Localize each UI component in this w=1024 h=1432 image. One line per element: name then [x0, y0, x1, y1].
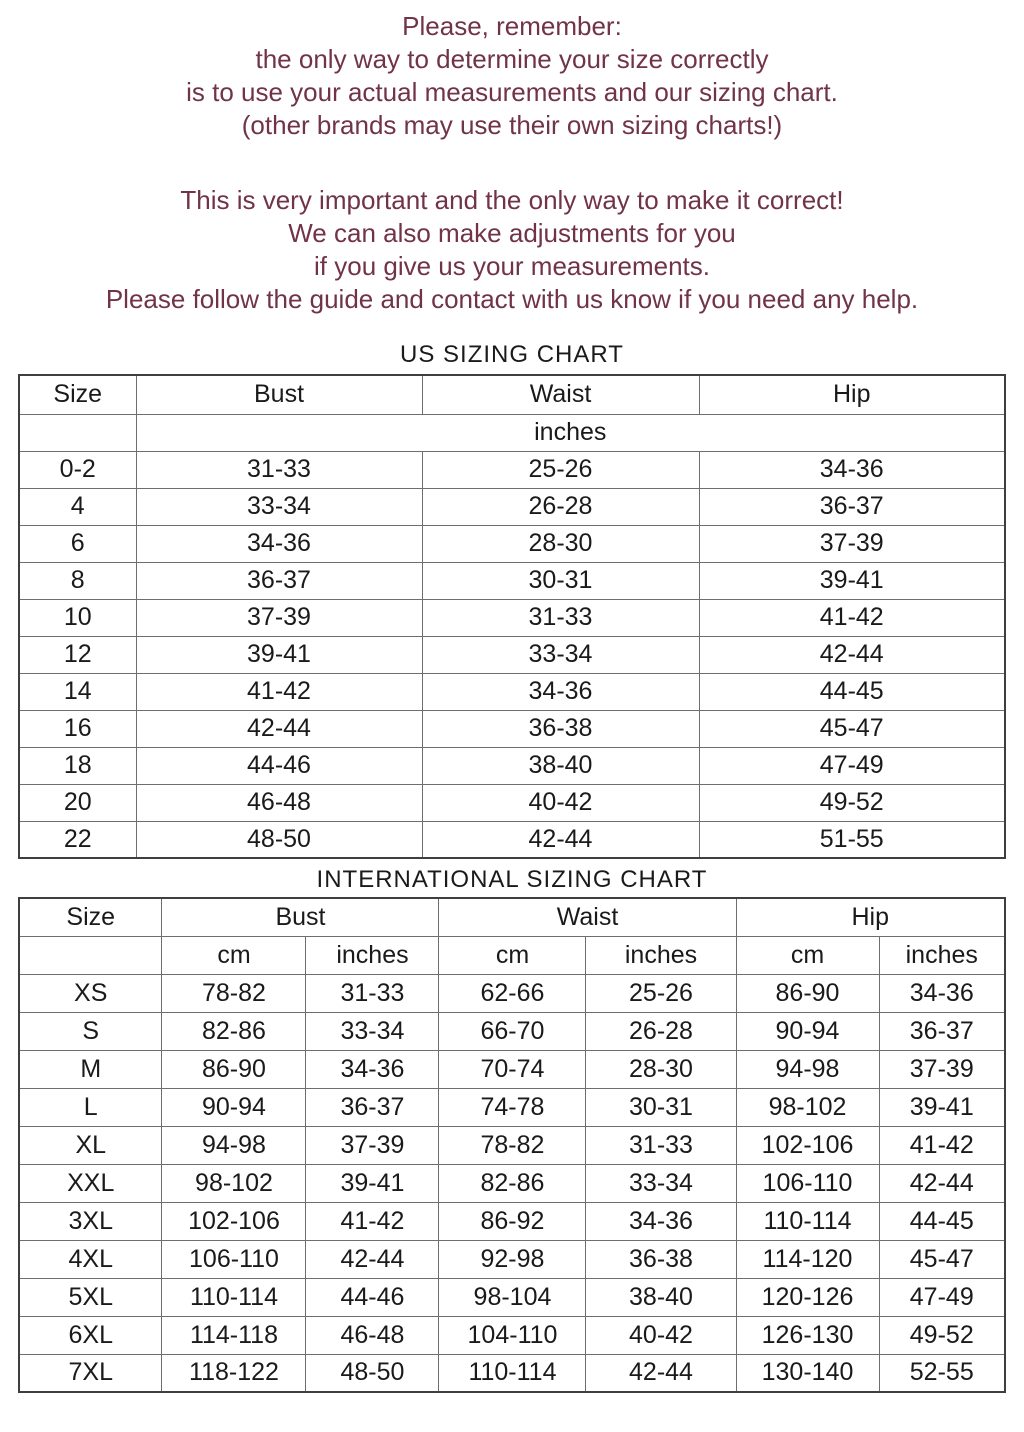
size-cell: 4XL — [19, 1240, 162, 1278]
measurement-cell: 36-37 — [879, 1012, 1005, 1050]
measurement-cell: 36-38 — [586, 1240, 736, 1278]
measurement-cell: 34-36 — [306, 1050, 439, 1088]
table-row — [19, 821, 1005, 858]
measurement-cell: 102-106 — [736, 1126, 879, 1164]
measurement-cell: 26-28 — [422, 488, 699, 525]
column-header-size: Size — [19, 898, 162, 936]
measurement-cell: 41-42 — [879, 1126, 1005, 1164]
measurement-cell: 41-42 — [136, 673, 422, 710]
measurement-cell: 25-26 — [586, 974, 736, 1012]
measurement-cell: 94-98 — [736, 1050, 879, 1088]
measurement-cell: 94-98 — [162, 1126, 306, 1164]
measurement-cell: 66-70 — [439, 1012, 586, 1050]
unit-cell-bust-inches: inches — [306, 936, 439, 974]
measurement-cell: 33-34 — [136, 488, 422, 525]
measurement-cell: 86-90 — [162, 1050, 306, 1088]
measurement-cell: 36-37 — [699, 488, 1005, 525]
intl-table-body — [19, 974, 1005, 1392]
measurement-cell: 45-47 — [879, 1240, 1005, 1278]
empty-cell — [19, 936, 162, 974]
measurement-cell: 106-110 — [162, 1240, 306, 1278]
measurement-cell: 30-31 — [422, 562, 699, 599]
table-row — [19, 525, 1005, 562]
measurement-cell: 110-114 — [736, 1202, 879, 1240]
measurement-cell: 90-94 — [736, 1012, 879, 1050]
measurement-cell: 34-36 — [699, 451, 1005, 488]
measurement-cell: 98-102 — [736, 1088, 879, 1126]
intro-line: Please follow the guide and contact with us know if you need any help. — [105, 284, 919, 314]
measurement-cell: 46-48 — [306, 1316, 439, 1354]
measurement-cell: 42-44 — [422, 821, 699, 858]
size-cell: M — [19, 1050, 162, 1088]
intl-chart-title: INTERNATIONAL SIZING CHART — [316, 866, 708, 893]
size-cell: 5XL — [19, 1278, 162, 1316]
measurement-cell: 37-39 — [699, 525, 1005, 562]
table-row — [19, 1278, 1005, 1316]
intl-sizing-table — [18, 897, 1006, 1393]
measurement-cell: 86-90 — [736, 974, 879, 1012]
unit-cell: inches — [136, 414, 1005, 451]
column-header-hip: Hip — [699, 375, 1005, 414]
table-row — [19, 1050, 1005, 1088]
size-cell: XXL — [19, 1164, 162, 1202]
unit-cell-hip-cm: cm — [736, 936, 879, 974]
size-cell: 16 — [19, 710, 136, 747]
measurement-cell: 39-41 — [306, 1164, 439, 1202]
size-cell: 0-2 — [19, 451, 136, 488]
measurement-cell: 102-106 — [162, 1202, 306, 1240]
measurement-cell: 33-34 — [306, 1012, 439, 1050]
measurement-cell: 47-49 — [879, 1278, 1005, 1316]
measurement-cell: 106-110 — [736, 1164, 879, 1202]
measurement-cell: 62-66 — [439, 974, 586, 1012]
measurement-cell: 36-37 — [136, 562, 422, 599]
measurement-cell: 49-52 — [699, 784, 1005, 821]
intro-text — [0, 0, 1024, 316]
column-header-hip: Hip — [736, 898, 1005, 936]
measurement-cell: 51-55 — [699, 821, 1005, 858]
measurement-cell: 110-114 — [162, 1278, 306, 1316]
intro-line: is to use your actual measurements and our sizing chart. — [186, 77, 838, 107]
measurement-cell: 42-44 — [136, 710, 422, 747]
measurement-cell: 39-41 — [136, 636, 422, 673]
intro-line: (other brands may use their own sizing charts!) — [241, 110, 783, 140]
size-cell: 22 — [19, 821, 136, 858]
measurement-cell: 48-50 — [136, 821, 422, 858]
measurement-cell: 47-49 — [699, 747, 1005, 784]
size-cell: 20 — [19, 784, 136, 821]
table-row — [19, 747, 1005, 784]
size-cell: XS — [19, 974, 162, 1012]
measurement-cell: 42-44 — [879, 1164, 1005, 1202]
table-row — [19, 784, 1005, 821]
table-row — [19, 599, 1005, 636]
us-chart-title: US SIZING CHART — [400, 341, 624, 368]
table-row — [19, 1354, 1005, 1392]
measurement-cell: 86-92 — [439, 1202, 586, 1240]
measurement-cell: 41-42 — [306, 1202, 439, 1240]
measurement-cell: 34-36 — [136, 525, 422, 562]
unit-row — [19, 936, 1005, 974]
measurement-cell: 25-26 — [422, 451, 699, 488]
measurement-cell: 92-98 — [439, 1240, 586, 1278]
measurement-cell: 39-41 — [699, 562, 1005, 599]
size-cell: 6XL — [19, 1316, 162, 1354]
intro-line: Please, remember: — [402, 11, 622, 41]
size-cell: S — [19, 1012, 162, 1050]
table-row — [19, 1088, 1005, 1126]
table-row — [19, 1012, 1005, 1050]
intro-paragraph-2 — [0, 184, 1024, 316]
size-cell: L — [19, 1088, 162, 1126]
size-cell: 6 — [19, 525, 136, 562]
measurement-cell: 34-36 — [586, 1202, 736, 1240]
intro-line: if you give us your measurements. — [314, 251, 710, 281]
measurement-cell: 44-46 — [136, 747, 422, 784]
measurement-cell: 37-39 — [136, 599, 422, 636]
measurement-cell: 44-45 — [699, 673, 1005, 710]
measurement-cell: 36-37 — [306, 1088, 439, 1126]
us-sizing-table — [18, 374, 1006, 859]
size-cell: 14 — [19, 673, 136, 710]
size-cell: 4 — [19, 488, 136, 525]
table-row — [19, 1202, 1005, 1240]
measurement-cell: 78-82 — [439, 1126, 586, 1164]
measurement-cell: 114-120 — [736, 1240, 879, 1278]
measurement-cell: 26-28 — [586, 1012, 736, 1050]
measurement-cell: 31-33 — [306, 974, 439, 1012]
measurement-cell: 49-52 — [879, 1316, 1005, 1354]
table-row — [19, 1316, 1005, 1354]
size-cell: 7XL — [19, 1354, 162, 1392]
measurement-cell: 31-33 — [136, 451, 422, 488]
measurement-cell: 31-33 — [422, 599, 699, 636]
measurement-cell: 42-44 — [306, 1240, 439, 1278]
measurement-cell: 70-74 — [439, 1050, 586, 1088]
measurement-cell: 82-86 — [162, 1012, 306, 1050]
intro-paragraph-1 — [0, 10, 1024, 142]
measurement-cell: 126-130 — [736, 1316, 879, 1354]
measurement-cell: 130-140 — [736, 1354, 879, 1392]
measurement-cell: 44-45 — [879, 1202, 1005, 1240]
measurement-cell: 114-118 — [162, 1316, 306, 1354]
table-row — [19, 974, 1005, 1012]
unit-cell-hip-inches: inches — [879, 936, 1005, 974]
size-cell: 3XL — [19, 1202, 162, 1240]
measurement-cell: 98-104 — [439, 1278, 586, 1316]
measurement-cell: 33-34 — [586, 1164, 736, 1202]
measurement-cell: 31-33 — [586, 1126, 736, 1164]
table-header-row — [19, 898, 1005, 936]
table-row — [19, 710, 1005, 747]
measurement-cell: 37-39 — [306, 1126, 439, 1164]
intro-line: This is very important and the only way to make it correct! — [180, 185, 844, 215]
measurement-cell: 40-42 — [422, 784, 699, 821]
us-table-body — [19, 451, 1005, 858]
measurement-cell: 42-44 — [699, 636, 1005, 673]
measurement-cell: 120-126 — [736, 1278, 879, 1316]
intro-line: We can also make adjustments for you — [288, 218, 736, 248]
table-row — [19, 636, 1005, 673]
unit-cell-waist-cm: cm — [439, 936, 586, 974]
table-row — [19, 562, 1005, 599]
measurement-cell: 48-50 — [306, 1354, 439, 1392]
size-cell: 8 — [19, 562, 136, 599]
unit-row — [19, 414, 1005, 451]
table-row — [19, 1126, 1005, 1164]
measurement-cell: 36-38 — [422, 710, 699, 747]
measurement-cell: 40-42 — [586, 1316, 736, 1354]
table-row — [19, 1240, 1005, 1278]
measurement-cell: 52-55 — [879, 1354, 1005, 1392]
measurement-cell: 39-41 — [879, 1088, 1005, 1126]
unit-cell-bust-cm: cm — [162, 936, 306, 974]
column-header-waist: Waist — [422, 375, 699, 414]
measurement-cell: 118-122 — [162, 1354, 306, 1392]
measurement-cell: 46-48 — [136, 784, 422, 821]
column-header-bust: Bust — [136, 375, 422, 414]
measurement-cell: 34-36 — [879, 974, 1005, 1012]
measurement-cell: 90-94 — [162, 1088, 306, 1126]
size-cell: XL — [19, 1126, 162, 1164]
column-header-waist: Waist — [439, 898, 736, 936]
column-header-bust: Bust — [162, 898, 439, 936]
measurement-cell: 74-78 — [439, 1088, 586, 1126]
empty-cell — [19, 414, 136, 451]
size-cell: 18 — [19, 747, 136, 784]
measurement-cell: 30-31 — [586, 1088, 736, 1126]
measurement-cell: 45-47 — [699, 710, 1005, 747]
table-row — [19, 488, 1005, 525]
table-row — [19, 451, 1005, 488]
measurement-cell: 38-40 — [422, 747, 699, 784]
measurement-cell: 44-46 — [306, 1278, 439, 1316]
measurement-cell: 98-102 — [162, 1164, 306, 1202]
measurement-cell: 78-82 — [162, 974, 306, 1012]
measurement-cell: 28-30 — [422, 525, 699, 562]
size-cell: 10 — [19, 599, 136, 636]
measurement-cell: 34-36 — [422, 673, 699, 710]
measurement-cell: 110-114 — [439, 1354, 586, 1392]
measurement-cell: 38-40 — [586, 1278, 736, 1316]
size-cell: 12 — [19, 636, 136, 673]
table-row — [19, 673, 1005, 710]
measurement-cell: 33-34 — [422, 636, 699, 673]
measurement-cell: 28-30 — [586, 1050, 736, 1088]
measurement-cell: 42-44 — [586, 1354, 736, 1392]
intro-line: the only way to determine your size correctly — [255, 44, 769, 74]
measurement-cell: 41-42 — [699, 599, 1005, 636]
table-header-row — [19, 375, 1005, 414]
measurement-cell: 37-39 — [879, 1050, 1005, 1088]
measurement-cell: 104-110 — [439, 1316, 586, 1354]
column-header-size: Size — [19, 375, 136, 414]
measurement-cell: 82-86 — [439, 1164, 586, 1202]
unit-cell-waist-inches: inches — [586, 936, 736, 974]
table-row — [19, 1164, 1005, 1202]
